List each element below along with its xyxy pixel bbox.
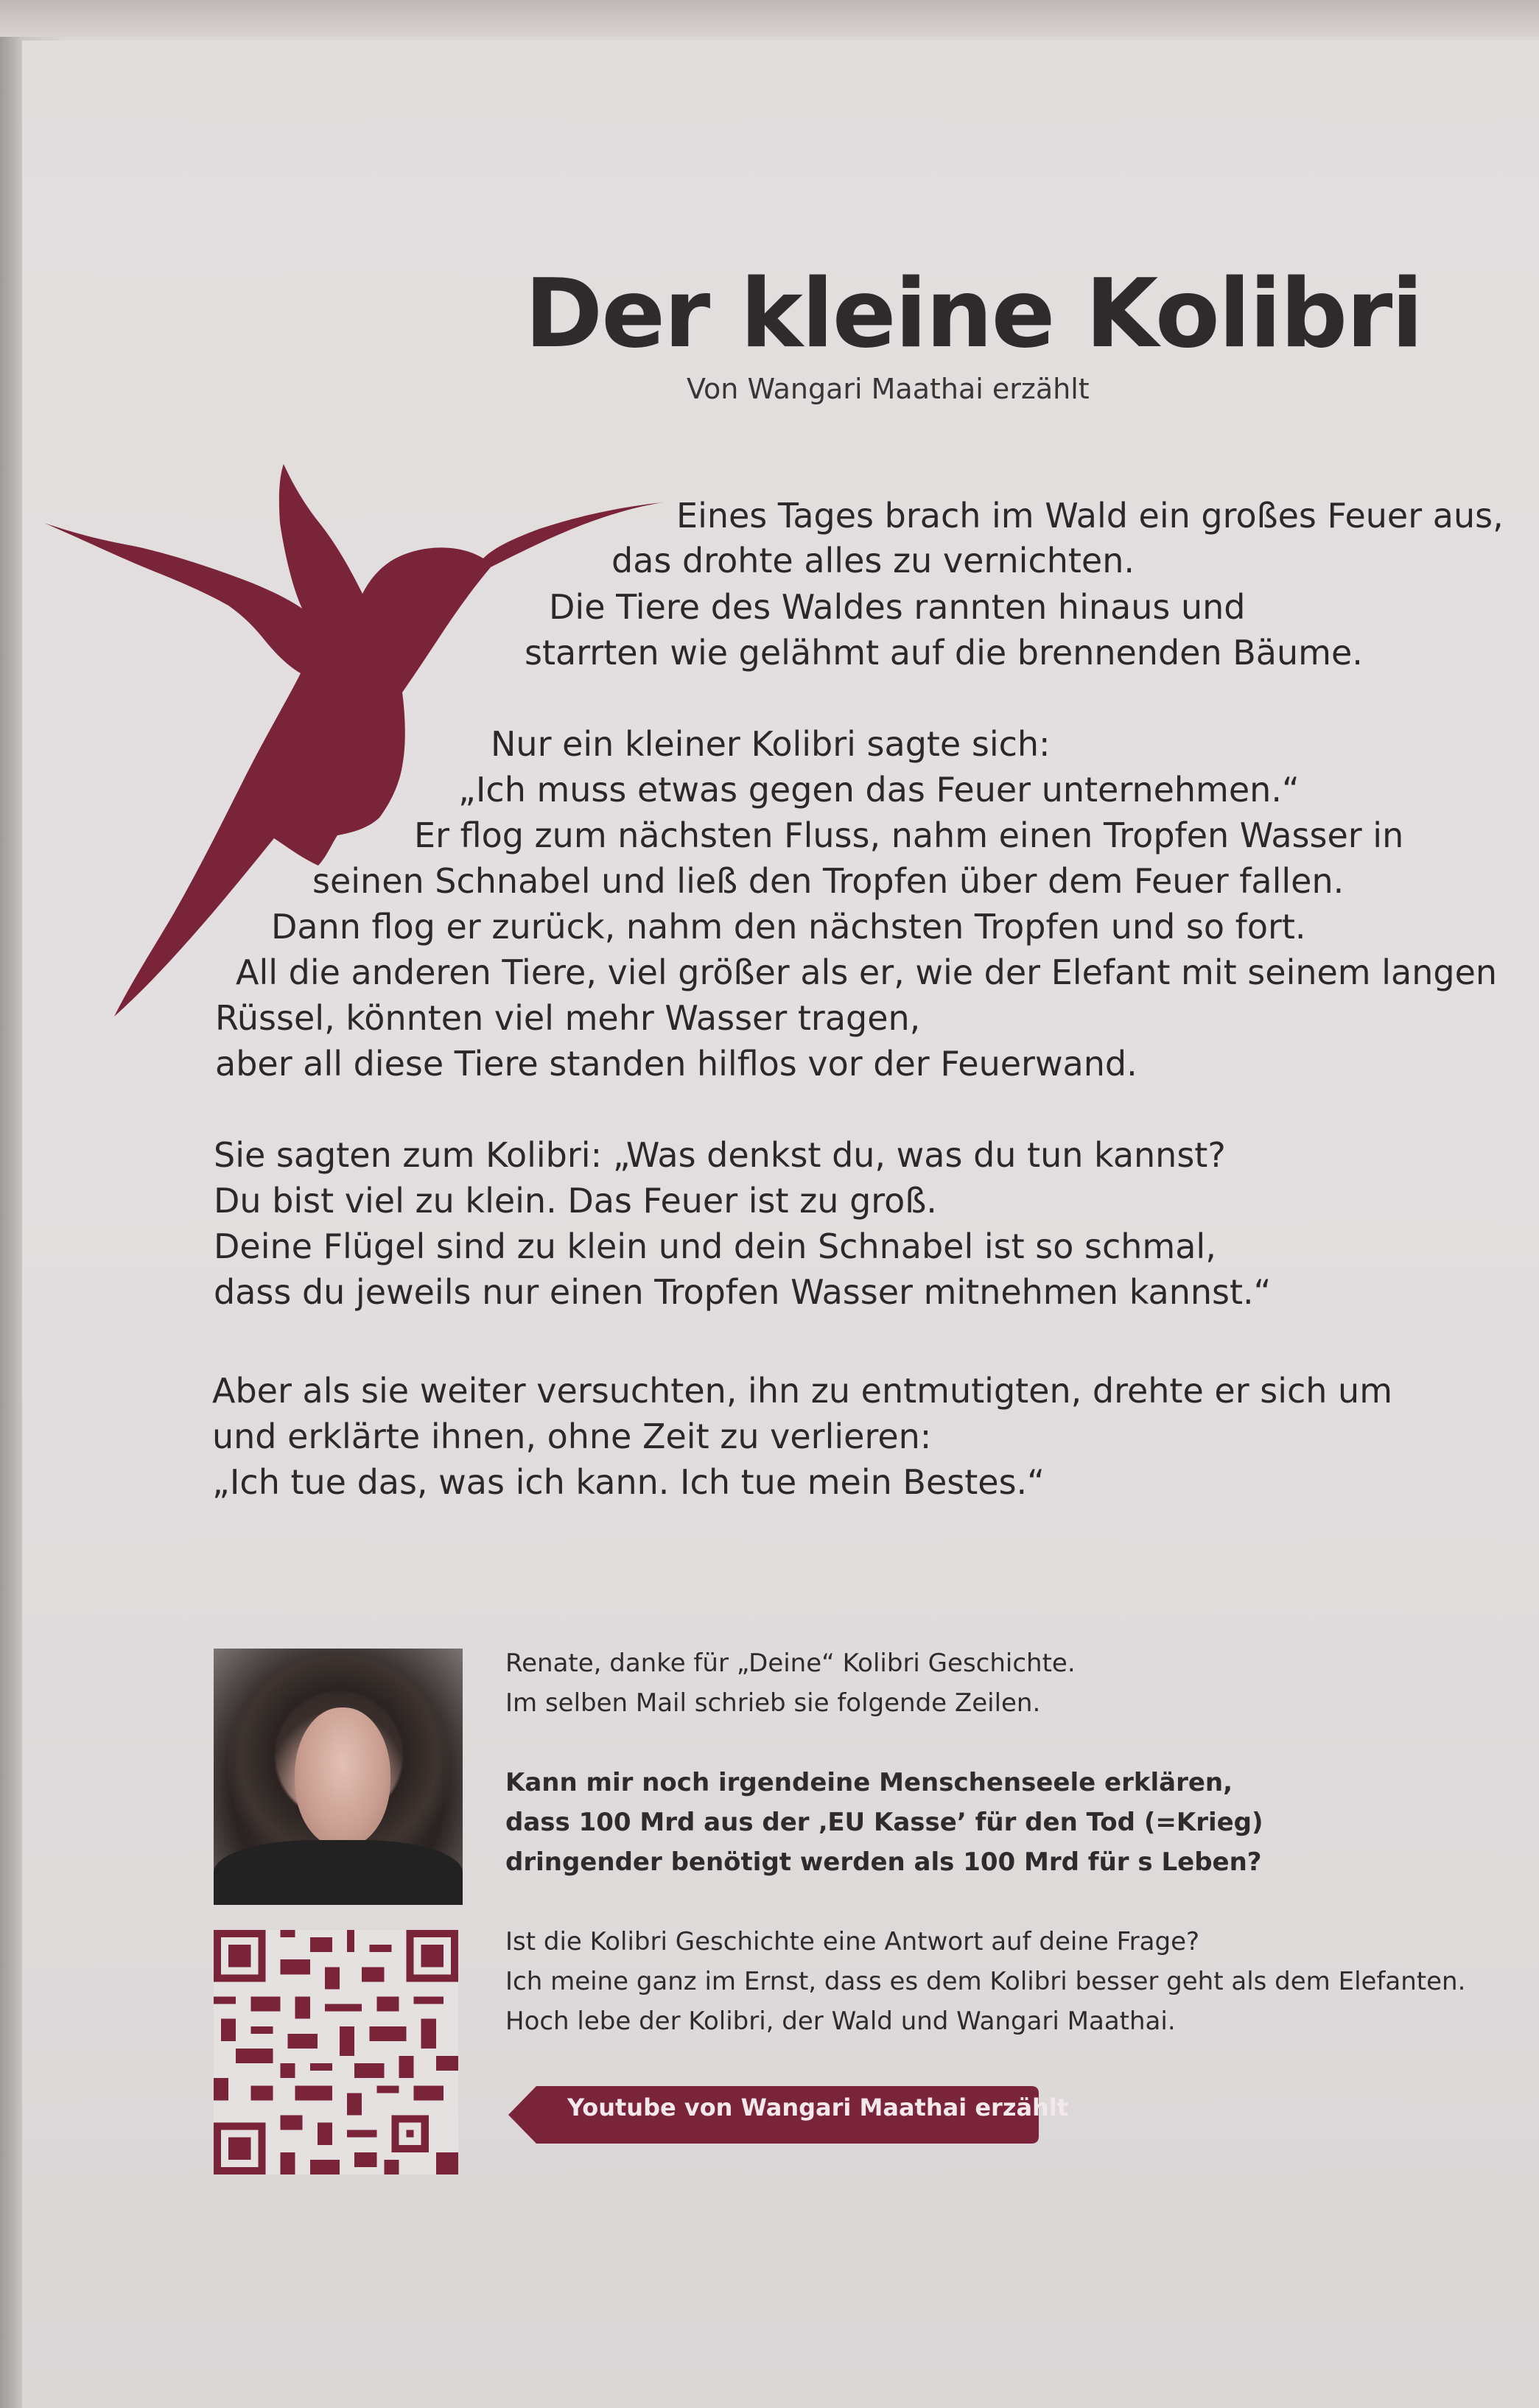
note-line: Renate, danke für „Deine“ Kolibri Geschichte.: [505, 1649, 1076, 1678]
story-line: Sie sagten zum Kolibri: „Was denkst du, was du tun kannst?: [214, 1135, 1226, 1175]
qr-code-icon: [214, 1924, 458, 2180]
page-title: Der kleine Kolibri: [525, 259, 1423, 369]
page-subtitle: Von Wangari Maathai erzählt: [687, 373, 1090, 405]
story-line: Er flog zum nächsten Fluss, nahm einen Tropfen Wasser in: [414, 815, 1404, 855]
note-quote-line: Kann mir noch irgendeine Menschenseele erklären,: [505, 1768, 1233, 1797]
note-line: Im selben Mail schrieb sie folgende Zeilen.: [505, 1688, 1041, 1718]
story-line: und erklärte ihnen, ohne Zeit zu verlieren:: [212, 1417, 932, 1456]
story-line: Eines Tages brach im Wald ein großes Feuer aus,: [676, 496, 1504, 536]
story-line: das drohte alles zu vernichten.: [611, 541, 1135, 580]
story-line: seinen Schnabel und ließ den Tropfen über dem Feuer fallen.: [312, 861, 1345, 901]
story-line: Dann flog er zurück, nahm den nächsten Tropfen und so fort.: [271, 907, 1306, 947]
note-quote-line: dass 100 Mrd aus der ‚EU Kasse’ für den Tod (=Krieg): [505, 1808, 1263, 1837]
story-line: Du bist viel zu klein. Das Feuer ist zu groß.: [214, 1181, 937, 1221]
story-line: Deine Flügel sind zu klein und dein Schnabel ist so schmal,: [214, 1226, 1216, 1266]
story-line: aber all diese Tiere standen hilflos vor der Feuerwand.: [215, 1044, 1137, 1084]
story-line: „Ich muss etwas gegen das Feuer unternehmen.“: [458, 770, 1300, 810]
note-line: Hoch lebe der Kolibri, der Wald und Wangari Maathai.: [505, 2007, 1176, 2036]
note-quote-line: dringender benötigt werden als 100 Mrd für s Leben?: [505, 1847, 1262, 1877]
story-line: dass du jeweils nur einen Tropfen Wasser mitnehmen kannst.“: [214, 1272, 1272, 1312]
story-line: starrten wie gelähmt auf die brennenden Bäume.: [525, 633, 1363, 673]
note-line: Ich meine ganz im Ernst, dass es dem Kolibri besser geht als dem Elefanten.: [505, 1967, 1466, 1996]
author-photo: [214, 1649, 463, 1905]
youtube-link-label[interactable]: Youtube von Wangari Maathai erzählt: [567, 2093, 1069, 2121]
note-line: Ist die Kolibri Geschichte eine Antwort auf deine Frage?: [505, 1927, 1200, 1956]
story-line: Die Tiere des Waldes rannten hinaus und: [549, 587, 1246, 627]
story-line: „Ich tue das, was ich kann. Ich tue mein Bestes.“: [212, 1462, 1045, 1502]
story-line: Rüssel, könnten viel mehr Wasser tragen,: [215, 998, 921, 1038]
top-edge: [0, 0, 1539, 37]
story-line: Aber als sie weiter versuchten, ihn zu entmutigten, drehte er sich um: [212, 1371, 1393, 1411]
story-line: Nur ein kleiner Kolibri sagte sich:: [491, 724, 1051, 764]
story-line: All die anderen Tiere, viel größer als er, wie der Elefant mit seinem langen: [236, 952, 1498, 992]
